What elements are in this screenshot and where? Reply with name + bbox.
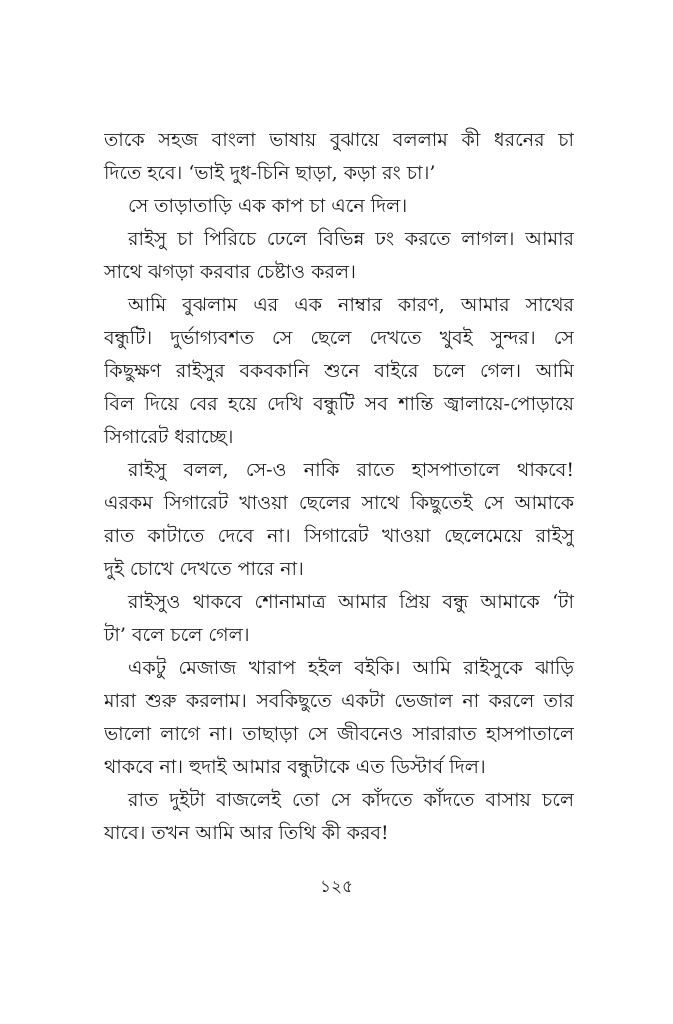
- text-line: সাথে ঝগড়া করবার চেষ্টাও করল।: [104, 261, 356, 283]
- text-line: তাকে সহজ বাংলা ভাষায় বুঝায়ে বললাম কী ধরনের চা: [104, 129, 574, 151]
- text-line: একটু মেজাজ খারাপ হইল বইকি। আমি রাইসুকে ঝাড়ি: [128, 657, 574, 679]
- paragraph: [104, 124, 574, 190]
- body-text: [104, 124, 574, 850]
- paragraph: [104, 190, 574, 223]
- text-line: রাইসু চা পিরিচে ঢেলে বিভিন্ন ঢং করতে লাগল। আমার: [128, 228, 574, 250]
- text-line: মারা শুরু করলাম। সবকিছুতে একটা ভেজাল না করলে তার: [104, 690, 574, 712]
- text-line: বিল দিয়ে বের হয়ে দেখি বন্ধুটি সব শান্তি জ্বালায়ে-পোড়ায়ে: [104, 393, 574, 415]
- text-line: সে তাড়াতাড়ি এক কাপ চা এনে দিল।: [128, 195, 408, 217]
- paragraph: [104, 784, 574, 850]
- text-line: কিছুক্ষণ রাইসুর বকবকানি শুনে বাইরে চলে গেল। আমি: [104, 360, 574, 382]
- text-line: টা’ বলে চলে গেল।: [104, 624, 250, 646]
- paragraph: [104, 586, 574, 652]
- text-line: রাইসুও থাকবে শোনামাত্র আমার প্রিয় বন্ধু আমাকে ‘টা: [128, 591, 574, 613]
- text-line: যাবে। তখন আমি আর তিথি কী করব!: [104, 822, 389, 844]
- text-line: সিগারেট ধরাচ্ছে।: [104, 426, 234, 448]
- page-number: ১২৫: [319, 877, 354, 897]
- text-line: রাত দুইটা বাজলেই তো সে কাঁদতে কাঁদতে বাসায় চলে: [128, 789, 574, 811]
- text-line: বন্ধুটি। দুর্ভাগ্যবশত সে ছেলে দেখতে খুবই সুন্দর। সে: [104, 327, 574, 349]
- text-line: থাকবে না। হুদাই আমার বন্ধুটাকে এত ডিস্টার্ব দিল।: [104, 756, 486, 778]
- text-line: এরকম সিগারেট খাওয়া ছেলের সাথে কিছুতেই সে আমাকে: [104, 492, 574, 514]
- text-line: রাত কাটাতে দেবে না। সিগারেট খাওয়া ছেলেমেয়ে রাইসু: [104, 525, 574, 547]
- text-line: ভালো লাগে না। তাছাড়া সে জীবনেও সারারাত হাসপাতালে: [104, 723, 574, 745]
- text-line: দিতে হবে। ‘ভাই দুধ-চিনি ছাড়া, কড়া রং চা।’: [104, 162, 436, 184]
- paragraph: [104, 223, 574, 289]
- paragraph: [104, 454, 574, 586]
- text-line: আমি বুঝলাম এর এক নাম্বার কারণ, আমার সাথের: [128, 294, 574, 316]
- text-line: দুই চোখে দেখতে পারে না।: [104, 558, 304, 580]
- paragraph: [104, 652, 574, 784]
- text-line: রাইসু বলল, সে-ও নাকি রাতে হাসপাতালে থাকবে!: [128, 459, 574, 481]
- paragraph: [104, 289, 574, 454]
